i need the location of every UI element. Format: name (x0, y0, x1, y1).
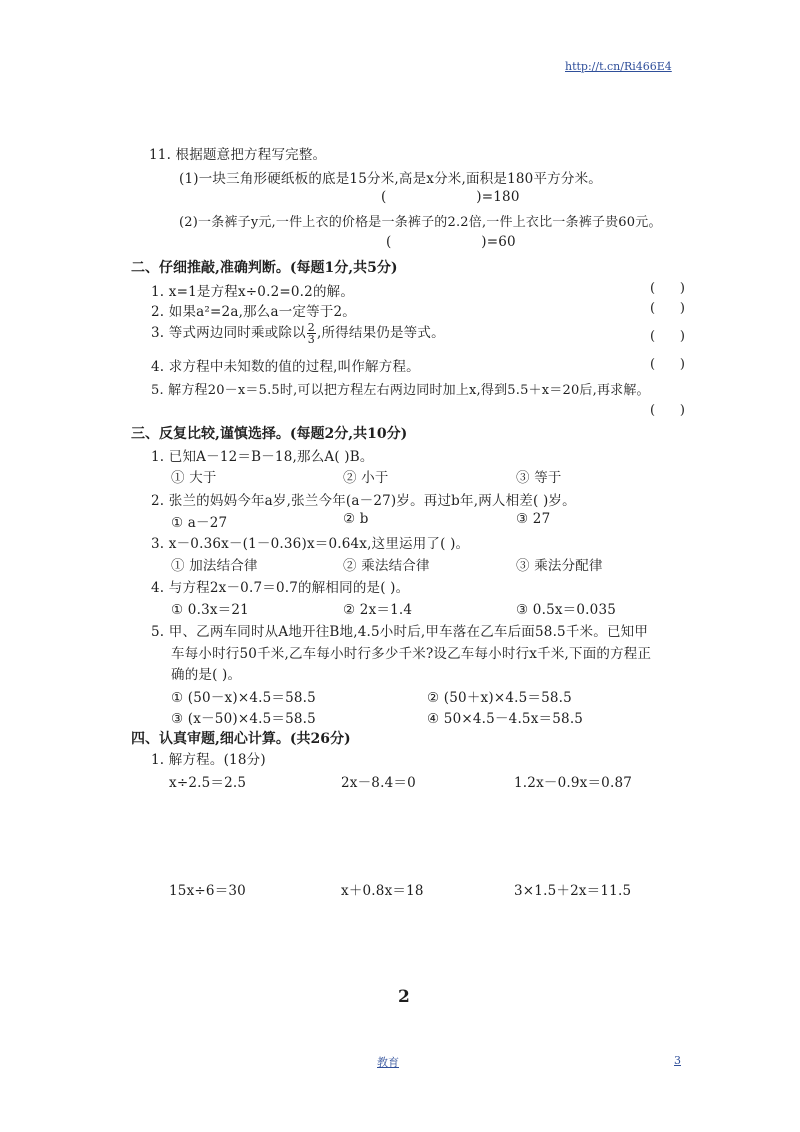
q11-part2-blank[interactable]: ( )=60 (386, 234, 516, 250)
choice-q5-option-1[interactable]: ① (50－x)×4.5＝58.5 (171, 690, 316, 706)
choice-q1-option-3[interactable]: ③ 等于 (516, 470, 562, 486)
judge-item-3-text: 3. 等式两边同时乘或除以 (151, 325, 306, 341)
section4-heading: 四、认真审题,细心计算。(共26分) (131, 731, 351, 747)
page-number: 2 (398, 987, 410, 1007)
fraction-two-thirds (307, 322, 316, 345)
section2-heading: 二、仔细推敲,准确判断。(每题1分,共5分) (131, 260, 398, 276)
equation-5: x＋0.8x＝18 (341, 883, 424, 899)
choice-q5-line-1: 5. 甲、乙两车同时从A地开往B地,4.5小时后,甲车落在乙车后面58.5千米。已知甲 (151, 624, 649, 640)
judge-item-5: 5. 解方程20－x＝5.5时,可以把方程左右两边同时加上x,得到5.5＋x＝20后,再求解。 (151, 383, 650, 398)
choice-q5-option-3[interactable]: ③ (x－50)×4.5＝58.5 (171, 711, 316, 727)
choice-q3-option-2[interactable]: ② 乘法结合律 (343, 558, 430, 574)
judge-item-4: 4. 求方程中未知数的值的过程,叫作解方程。 (151, 359, 420, 375)
choice-q3-option-1[interactable]: ① 加法结合律 (171, 558, 258, 574)
choice-q4: 4. 与方程2x－0.7＝0.7的解相同的是( )。 (151, 580, 410, 596)
judge-answer-1[interactable]: ( ) (650, 281, 685, 296)
choice-q4-option-3[interactable]: ③ 0.5x＝0.035 (516, 602, 617, 618)
judge-item-3-tail: ,所得结果仍是等式。 (316, 325, 445, 341)
solve-subheading: 1. 解方程。(18分) (151, 752, 266, 768)
judge-item-3 (151, 321, 445, 345)
choice-q5-option-4[interactable]: ④ 50×4.5－4.5x＝58.5 (427, 711, 584, 727)
q11-part1: (1)一块三角形硬纸板的底是15分米,高是x分米,面积是180平方分米。 (179, 171, 602, 187)
q11-part2: (2)一条裤子y元,一件上衣的价格是一条裤子的2.2倍,一件上衣比一条裤子贵60元。 (179, 215, 662, 230)
q11-title: 11. 根据题意把方程写完整。 (149, 147, 327, 163)
choice-q2: 2. 张兰的妈妈今年a岁,张兰今年(a－27)岁。再过b年,两人相差( )岁。 (151, 493, 576, 509)
choice-q3: 3. x－0.36x－(1－0.36)x＝0.64x,这里运用了( )。 (151, 536, 470, 552)
choice-q4-option-2[interactable]: ② 2x＝1.4 (343, 602, 413, 618)
choice-q3-option-3[interactable]: ③ 乘法分配律 (516, 558, 603, 574)
choice-q5-option-2[interactable]: ② (50＋x)×4.5＝58.5 (427, 690, 572, 706)
footer-page-index[interactable]: 3 (674, 1054, 681, 1067)
judge-answer-2[interactable]: ( ) (650, 301, 685, 316)
judge-answer-4[interactable]: ( ) (650, 357, 685, 372)
footer-link[interactable]: 教育 (377, 1056, 399, 1069)
q11-part1-blank[interactable]: ( )=180 (381, 189, 520, 205)
equation-4: 15x÷6＝30 (169, 883, 246, 899)
choice-q1: 1. 已知A－12＝B－18,那么A( )B。 (151, 449, 374, 465)
judge-item-2: 2. 如果a²=2a,那么a一定等于2。 (151, 304, 357, 320)
choice-q4-option-1[interactable]: ① 0.3x＝21 (171, 602, 249, 618)
equation-1: x÷2.5＝2.5 (169, 775, 247, 791)
choice-q2-option-1[interactable]: ① a－27 (171, 515, 228, 531)
equation-6: 3×1.5＋2x＝11.5 (514, 883, 632, 899)
equation-2: 2x－8.4＝0 (341, 775, 416, 791)
choice-q1-option-1[interactable]: ① 大于 (171, 470, 217, 486)
judge-answer-5[interactable]: ( ) (650, 403, 685, 418)
choice-q2-option-3[interactable]: ③ 27 (516, 511, 551, 527)
source-url[interactable]: http://t.cn/Ri466E4 (565, 60, 672, 73)
judge-answer-3[interactable]: ( ) (650, 329, 685, 344)
fraction-denominator: 3 (307, 333, 315, 346)
choice-q1-option-2[interactable]: ② 小于 (343, 470, 389, 486)
section3-heading: 三、反复比较,谨慎选择。(每题2分,共10分) (131, 426, 408, 442)
judge-item-1: 1. x=1是方程x÷0.2=0.2的解。 (151, 284, 355, 300)
equation-3: 1.2x－0.9x＝0.87 (514, 775, 633, 791)
choice-q5-line-2: 车每小时行50千米,乙车每小时行多少千米?设乙车每小时行x千米,下面的方程正 (171, 646, 652, 662)
choice-q2-option-2[interactable]: ② b (343, 511, 369, 527)
fraction-numerator: 2 (307, 321, 315, 334)
choice-q5-line-3: 确的是( )。 (171, 667, 242, 683)
